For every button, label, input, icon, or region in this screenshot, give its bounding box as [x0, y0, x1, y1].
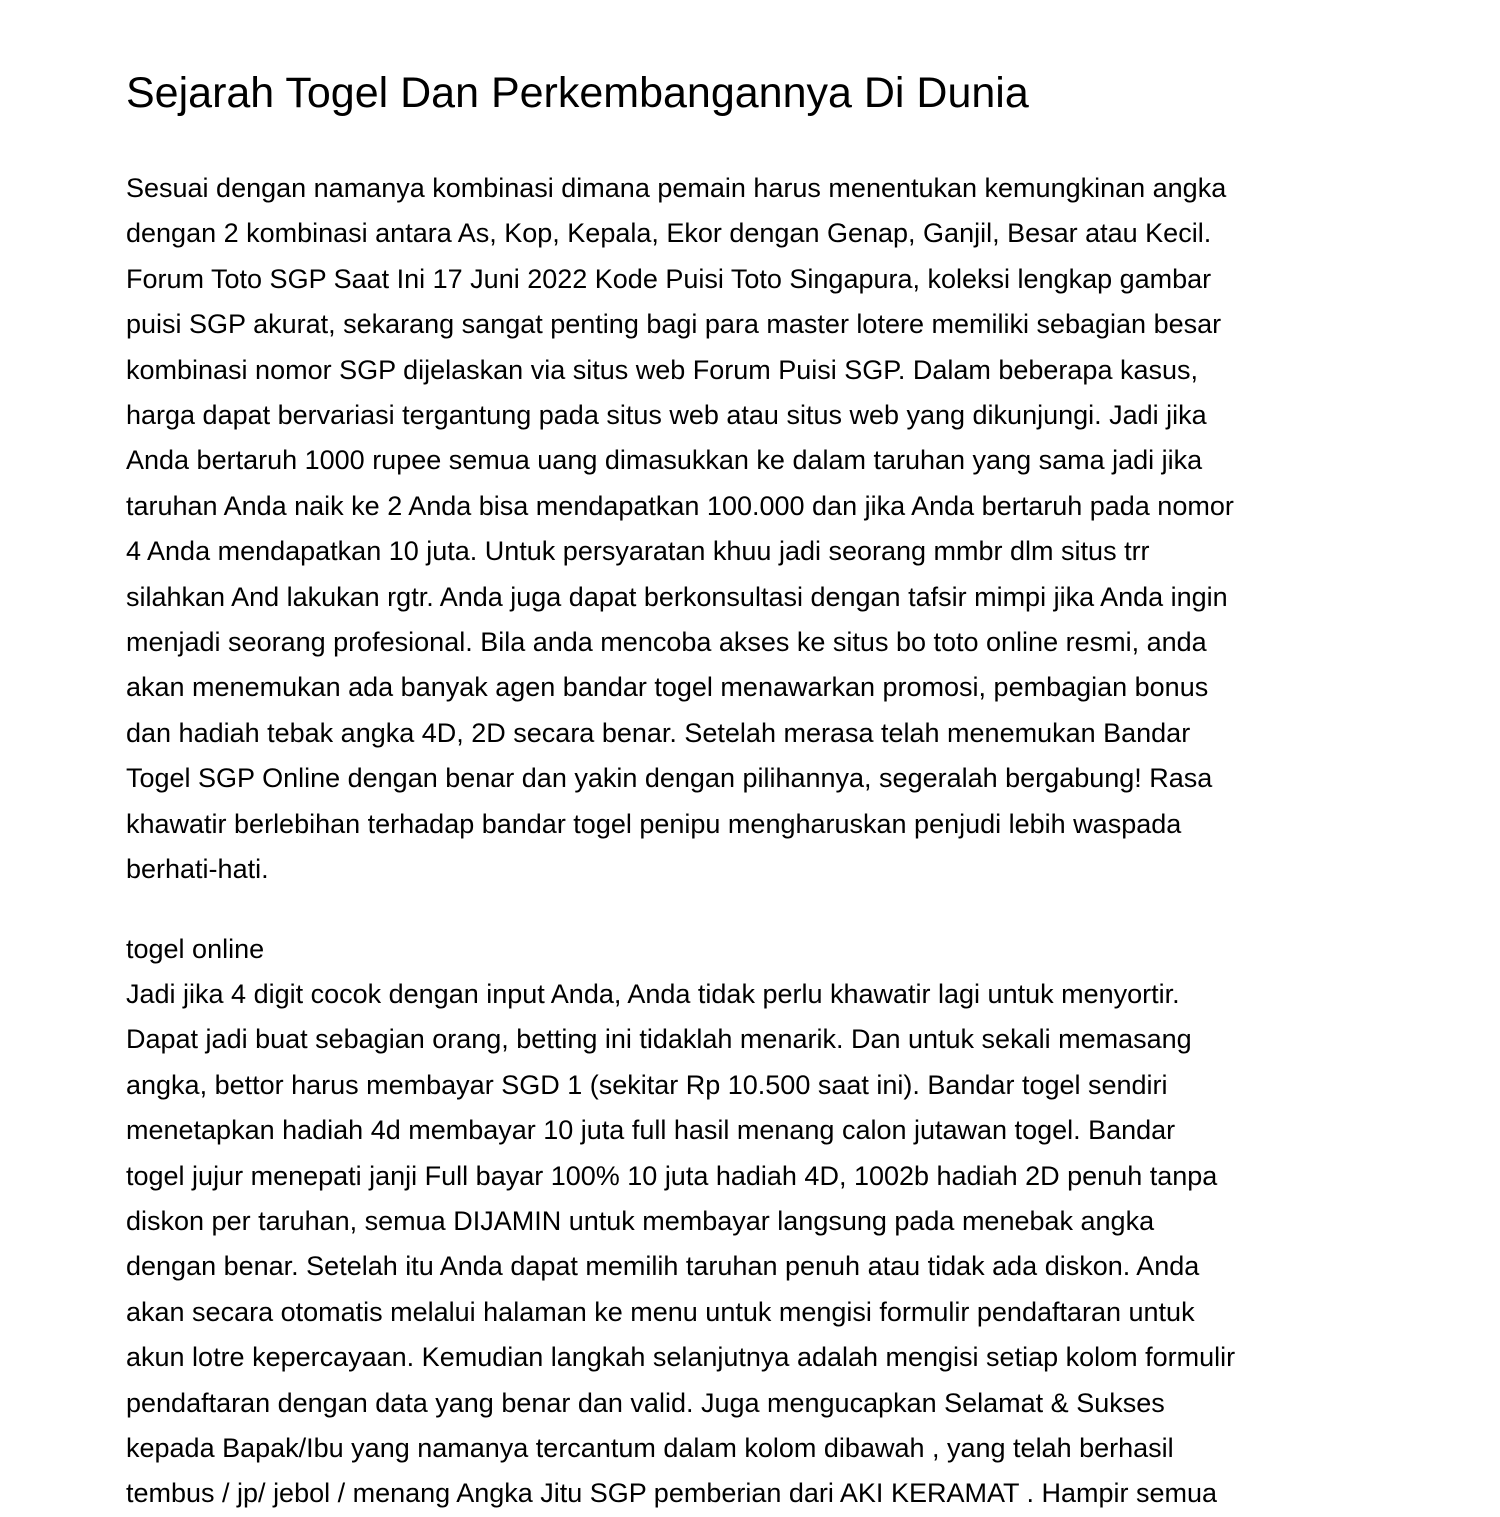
text-line: pendaftaran dengan data yang benar dan valid. Juga mengucapkan Selamat & Sukses — [126, 1387, 1165, 1418]
text-line: kombinasi nomor SGP dijelaskan via situs web Forum Puisi SGP. Dalam beberapa kasus, — [126, 354, 1198, 385]
paragraph-togel-online — [126, 972, 1235, 1517]
text-line: akan secara otomatis melalui halaman ke menu untuk mengisi formulir pendaftaran untuk — [126, 1296, 1195, 1327]
text-line: dengan 2 kombinasi antara As, Kop, Kepala, Ekor dengan Genap, Ganjil, Besar atau Kecil. — [126, 218, 1212, 249]
text-line: dan hadiah tebak angka 4D, 2D secara benar. Setelah merasa telah menemukan Bandar — [126, 717, 1191, 748]
text-line: taruhan Anda naik ke 2 Anda bisa mendapatkan 100.000 dan jika Anda bertaruh pada nomor — [126, 490, 1234, 521]
text-line: tembus / jp/ jebol / menang Angka Jitu SGP pemberian dari AKI KERAMAT . Hampir semua — [126, 1478, 1218, 1509]
section-subheading — [126, 927, 264, 972]
text-line: angka, bettor harus membayar SGD 1 (sekitar Rp 10.500 saat ini). Bandar togel sendiri — [126, 1069, 1168, 1100]
text-line: Anda bertaruh 1000 rupee semua uang dimasukkan ke dalam taruhan yang sama jadi jika — [126, 445, 1203, 476]
text-line: menetapkan hadiah 4d membayar 10 juta full hasil menang calon jutawan togel. Bandar — [126, 1115, 1176, 1146]
text-line: Jadi jika 4 digit cocok dengan input Anda, Anda tidak perlu khawatir lagi untuk menyortir. — [126, 979, 1180, 1009]
text-line: Forum Toto SGP Saat Ini 17 Juni 2022 Kode Puisi Toto Singapura, koleksi lengkap gambar — [126, 263, 1212, 294]
text-line: harga dapat bervariasi tergantung pada situs web atau situs web yang dikunjungi. Jadi jika — [126, 400, 1207, 431]
subheading-text: togel online — [126, 934, 265, 964]
text-line: Sesuai dengan namanya kombinasi dimana pemain harus menentukan kemungkinan angka — [126, 173, 1227, 203]
text-line: Dapat jadi buat sebagian orang, betting ini tidaklah menarik. Dan untuk sekali memasang — [126, 1024, 1192, 1055]
text-line: puisi SGP akurat, sekarang sangat penting bagi para master lotere memiliki sebagian besar — [126, 309, 1222, 340]
text-line: 4 Anda mendapatkan 10 juta. Untuk persyaratan khuu jadi seorang mmbr dlm situs trr — [126, 536, 1150, 567]
text-line: akun lotre kepercayaan. Kemudian langkah selanjutnya adalah mengisi setiap kolom formulir — [126, 1342, 1236, 1373]
paragraph-history — [126, 166, 1234, 893]
text-line: Togel SGP Online dengan benar dan yakin dengan pilihannya, segeralah bergabung! Rasa — [126, 763, 1213, 794]
text-line: diskon per taruhan, semua DIJAMIN untuk membayar langsung pada menebak angka — [126, 1206, 1155, 1237]
text-line: berhati-hati. — [126, 854, 269, 885]
text-line: menjadi seorang profesional. Bila anda mencoba akses ke situs bo toto online resmi, anda — [126, 627, 1207, 658]
document-title: Sejarah Togel Dan Perkembangannya Di Dunia — [126, 69, 1029, 117]
text-line: akan menemukan ada banyak agen bandar togel menawarkan promosi, pembagian bonus — [126, 672, 1209, 703]
text-line: khawatir berlebihan terhadap bandar togel penipu mengharuskan penjudi lebih waspada — [126, 808, 1182, 839]
text-line: dengan benar. Setelah itu Anda dapat memilih taruhan penuh atau tidak ada diskon. Anda — [126, 1251, 1200, 1282]
text-line: togel jujur menepati janji Full bayar 100% 10 juta hadiah 4D, 1002b hadiah 2D penuh tanpa — [126, 1160, 1218, 1191]
text-line: silahkan And lakukan rgtr. Anda juga dapat berkonsultasi dengan tafsir mimpi jika Anda ingin — [126, 581, 1228, 612]
text-line: kepada Bapak/Ibu yang namanya tercantum dalam kolom dibawah , yang telah berhasil — [126, 1433, 1174, 1464]
